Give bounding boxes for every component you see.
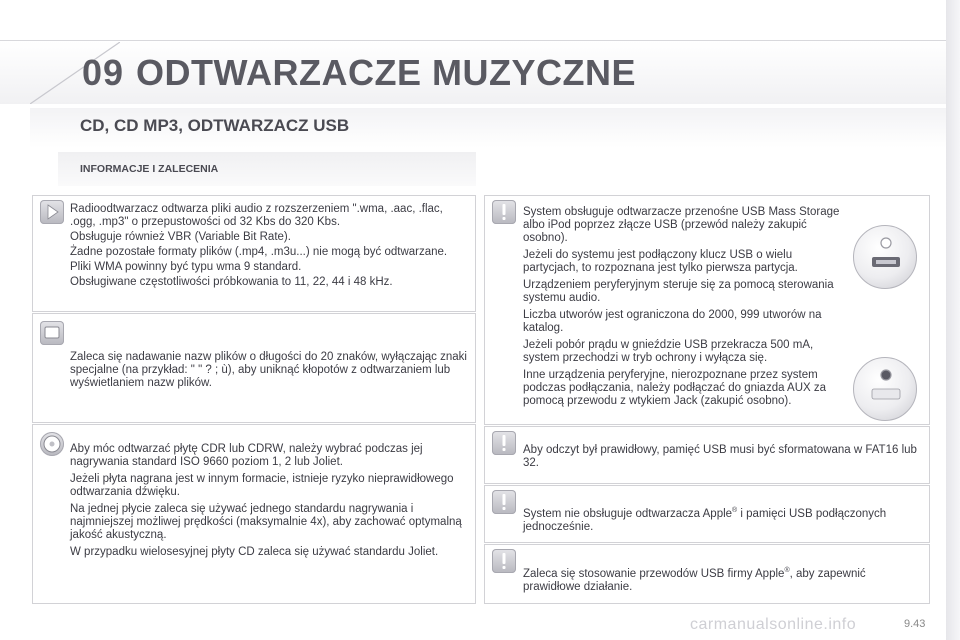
aux-port-icon: [853, 357, 917, 421]
fat-text: Aby odczyt był prawidłowy, pamięć USB musi być sformatowana w FAT16 lub 32.: [523, 444, 917, 469]
formats-text: [70, 203, 470, 293]
registered-mark: ®: [732, 507, 738, 514]
paragraph: Na jednej płycie zaleca się używać jednego standardu nagrywania i najmniejszej możliwej prędkości (maksymalnie 4x), aby zachować optymalną jakość akustyczną.: [70, 503, 462, 541]
registered-mark: ®: [784, 567, 790, 574]
text-part: , aby zapewnić prawidłowe działanie.: [523, 567, 866, 593]
chapter-number: 09: [82, 52, 125, 93]
usb-info-text: [523, 206, 843, 412]
filenames-text: [70, 351, 470, 394]
paragraph: Aby móc odtwarzać płytę CDR lub CDRW, należy wybrać podczas jej nagrywania standard ISO 9660 poziom 1, 2 lub Joliet.: [70, 443, 423, 468]
paragraph: Pliki WMA powinny być typu wma 9 standard.: [70, 261, 302, 273]
right-rail: [946, 0, 960, 640]
warning-icon: [492, 490, 516, 514]
paragraph: Jeżeli pobór prądu w gnieździe USB przekracza 500 mA, system przechodzi w tryb ochrony i wyłącza się.: [523, 339, 814, 364]
play-icon: [40, 200, 64, 224]
paragraph: Żadne pozostałe formaty plików (.mp4, .m3u...) nie mogą być odtwarzane.: [70, 246, 448, 258]
paragraph: Jeżeli płyta nagrana jest w innym formacie, istnieje ryzyko nieprawidłowego odtwarzania dźwięku.: [70, 473, 454, 498]
warning-icon: [492, 431, 516, 455]
paragraph: Obsługuje również VBR (Variable Bit Rate).: [70, 231, 291, 243]
warning-icon: [492, 549, 516, 573]
paragraph: Obsługiwane częstotliwości próbkowania to 11, 22, 44 i 48 kHz.: [70, 276, 393, 288]
chapter-title: ODTWARZACZE MUZYCZNE: [136, 52, 636, 93]
text-part: i pamięci USB podłączonych jednocześnie.: [523, 507, 887, 533]
paragraph: Urządzeniem peryferyjnym steruje się za pomocą sterowania systemu audio.: [523, 279, 834, 304]
paragraph: W przypadku wielosesyjnej płyty CD zaleca się używać standardu Joliet.: [70, 546, 439, 558]
warning-icon: [492, 200, 516, 224]
paragraph: Jeżeli do systemu jest podłączony klucz USB o wielu partycjach, to rozpoznana jest tylko pierwsza partycja.: [523, 249, 798, 274]
cd-text: [70, 443, 470, 563]
paragraph: Radioodtwarzacz odtwarza pliki audio z rozszerzeniem ".wma, .aac, .flac, .ogg, .mp3" o przepustowości od 32 Kbs do 320 Kbs.: [70, 203, 443, 228]
watermark: carmanualsonline.info: [690, 616, 857, 633]
text-part: System nie obsługuje odtwarzacza Apple: [523, 507, 733, 520]
paragraph: Liczba utworów jest ograniczona do 2000, 999 utworów na katalog.: [523, 309, 822, 334]
paragraph: System obsługuje odtwarzacze przenośne USB Mass Storage albo iPod poprzez złącze USB (przewód należy zakupić osobno).: [523, 206, 840, 244]
apple-text: [523, 504, 918, 534]
info-label: INFORMACJE I ZALECENIA: [80, 163, 219, 175]
paragraph: Inne urządzenia peryferyjne, nierozpoznane przez system podczas podłączania, należy podłączać do gniazda AUX za pomocą przewodu z wtykiem Jack (zakupić osobno).: [523, 369, 827, 407]
page-number: 9.43: [904, 618, 926, 630]
text-part: Zaleca się stosowanie przewodów USB firmy Apple: [523, 567, 785, 580]
cables-text: [523, 564, 918, 594]
cd-icon: [40, 432, 64, 456]
paragraph: Zaleca się nadawanie nazw plików o długości do 20 znaków, wyłączając znaki specjalne (na przykład: " " ? ; ù), aby uniknąć kłopotów z odtwarzaniem lub wyświetlaniem nazw plików.: [70, 351, 467, 389]
section-title: CD, CD MP3, ODTWARZACZ USB: [80, 116, 350, 135]
usb-port-icon: [853, 225, 917, 289]
screen-icon: [40, 321, 64, 345]
